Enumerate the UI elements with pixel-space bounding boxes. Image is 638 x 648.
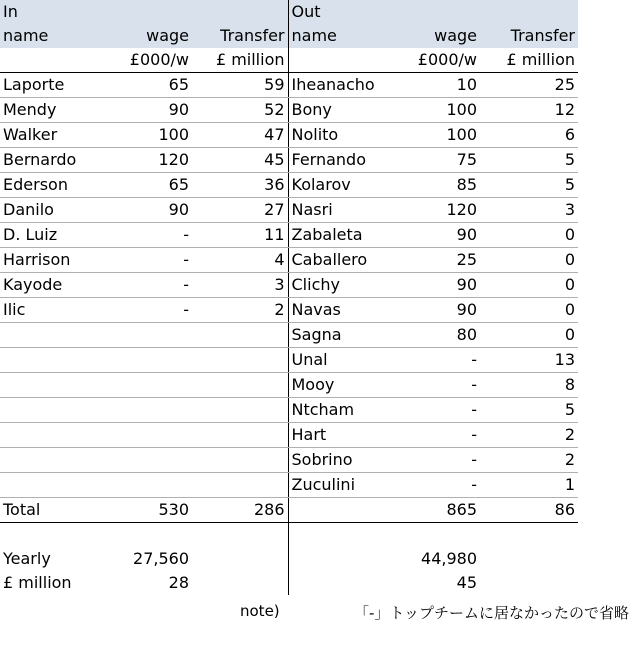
in-player-transfer: 47	[192, 123, 288, 148]
in-player-name: Harrison	[0, 248, 92, 273]
in-player-wage	[92, 473, 192, 498]
in-player-transfer	[192, 323, 288, 348]
in-player-name: Mendy	[0, 98, 92, 123]
out-player-wage: 100	[388, 123, 480, 148]
out-player-name: Zabaleta	[288, 223, 388, 248]
out-player-name: Caballero	[288, 248, 388, 273]
in-player-name: Laporte	[0, 73, 92, 98]
in-transfer-header: Transfer	[192, 24, 288, 48]
in-player-wage	[92, 448, 192, 473]
in-player-transfer	[192, 423, 288, 448]
player-row	[0, 198, 578, 223]
in-player-transfer: 4	[192, 248, 288, 273]
out-player-name: Kolarov	[288, 173, 388, 198]
player-row	[0, 423, 578, 448]
player-row	[0, 223, 578, 248]
in-player-wage: -	[92, 273, 192, 298]
in-player-wage: 65	[92, 173, 192, 198]
unit-row	[0, 48, 578, 73]
out-player-wage: -	[388, 398, 480, 423]
out-player-wage: -	[388, 373, 480, 398]
out-player-wage: 90	[388, 298, 480, 323]
out-player-wage: 120	[388, 198, 480, 223]
player-row	[0, 98, 578, 123]
out-player-transfer: 5	[480, 398, 578, 423]
out-player-transfer: 8	[480, 373, 578, 398]
total-out-wage: 865	[388, 498, 480, 523]
in-player-name	[0, 323, 92, 348]
in-player-transfer	[192, 373, 288, 398]
out-wage-unit: £000/w	[388, 48, 480, 73]
in-player-wage: -	[92, 248, 192, 273]
in-player-wage: 120	[92, 148, 192, 173]
out-wage-header: wage	[388, 24, 480, 48]
in-player-transfer: 45	[192, 148, 288, 173]
in-player-wage	[92, 423, 192, 448]
player-row	[0, 273, 578, 298]
player-row	[0, 73, 578, 98]
out-player-name: Navas	[288, 298, 388, 323]
in-player-transfer	[192, 473, 288, 498]
in-player-name	[0, 423, 92, 448]
out-player-transfer: 6	[480, 123, 578, 148]
header-row-1	[0, 0, 578, 24]
in-player-wage	[92, 323, 192, 348]
in-wage-unit: £000/w	[92, 48, 192, 73]
in-player-transfer: 3	[192, 273, 288, 298]
player-row	[0, 298, 578, 323]
million-row	[0, 571, 578, 595]
player-row	[0, 373, 578, 398]
out-player-name: Sobrino	[288, 448, 388, 473]
total-label: Total	[0, 498, 92, 523]
out-player-transfer: 0	[480, 223, 578, 248]
total-in-transfer: 286	[192, 498, 288, 523]
in-player-name	[0, 473, 92, 498]
in-wage-header: wage	[92, 24, 192, 48]
in-section-label: In	[0, 0, 92, 24]
in-player-name	[0, 373, 92, 398]
out-player-name: Bony	[288, 98, 388, 123]
in-player-name	[0, 398, 92, 423]
note-label: note)	[240, 602, 280, 620]
total-row	[0, 498, 578, 523]
out-player-transfer: 2	[480, 423, 578, 448]
out-player-transfer: 5	[480, 148, 578, 173]
out-player-wage: 90	[388, 273, 480, 298]
spacer-row	[0, 523, 578, 547]
player-row	[0, 323, 578, 348]
million-label: £ million	[3, 572, 72, 592]
out-transfer-header: Transfer	[480, 24, 578, 48]
out-player-name: Mooy	[288, 373, 388, 398]
out-player-transfer: 0	[480, 273, 578, 298]
in-player-wage	[92, 373, 192, 398]
player-row	[0, 173, 578, 198]
in-player-wage: 65	[92, 73, 192, 98]
out-player-name: Sagna	[288, 323, 388, 348]
in-player-transfer: 52	[192, 98, 288, 123]
out-transfer-unit: £ million	[480, 48, 578, 73]
out-player-transfer: 1	[480, 473, 578, 498]
in-player-wage	[92, 398, 192, 423]
yearly-label: Yearly	[3, 548, 51, 568]
out-player-transfer: 13	[480, 348, 578, 373]
out-player-wage: -	[388, 448, 480, 473]
note-text: 「-」トップチームに居なかったので省略	[354, 604, 629, 622]
in-player-transfer: 59	[192, 73, 288, 98]
out-player-name: Zuculini	[288, 473, 388, 498]
out-player-wage: 100	[388, 98, 480, 123]
out-player-wage: -	[388, 348, 480, 373]
out-player-name: Ntcham	[288, 398, 388, 423]
out-player-name: Nolito	[288, 123, 388, 148]
out-player-wage: 90	[388, 223, 480, 248]
out-player-name: Nasri	[288, 198, 388, 223]
in-player-name: Ederson	[0, 173, 92, 198]
out-player-wage: -	[388, 423, 480, 448]
in-player-name: Kayode	[0, 273, 92, 298]
in-player-name: Walker	[0, 123, 92, 148]
out-player-wage: 85	[388, 173, 480, 198]
out-player-name: Hart	[288, 423, 388, 448]
in-player-name: Bernardo	[0, 148, 92, 173]
out-player-wage: 10	[388, 73, 480, 98]
in-player-name	[0, 348, 92, 373]
in-player-name	[0, 448, 92, 473]
out-player-transfer: 0	[480, 248, 578, 273]
in-player-transfer: 2	[192, 298, 288, 323]
in-player-transfer	[192, 348, 288, 373]
player-row	[0, 348, 578, 373]
out-player-transfer: 0	[480, 298, 578, 323]
in-player-wage: 90	[92, 198, 192, 223]
yearly-in-value: 27,560	[133, 548, 189, 568]
header-row-2	[0, 24, 578, 48]
in-player-wage	[92, 348, 192, 373]
player-row	[0, 148, 578, 173]
in-player-transfer: 36	[192, 173, 288, 198]
out-player-transfer: 5	[480, 173, 578, 198]
player-row	[0, 473, 578, 498]
out-player-transfer: 2	[480, 448, 578, 473]
in-name-header: name	[0, 24, 92, 48]
in-player-wage: 100	[92, 123, 192, 148]
out-player-name: Unal	[288, 348, 388, 373]
in-player-transfer: 11	[192, 223, 288, 248]
in-player-wage: -	[92, 223, 192, 248]
in-player-transfer	[192, 398, 288, 423]
out-player-name: Clichy	[288, 273, 388, 298]
in-player-wage: 90	[92, 98, 192, 123]
out-player-wage: 80	[388, 323, 480, 348]
yearly-out-value: 44,980	[421, 548, 477, 568]
out-player-name: Iheanacho	[288, 73, 388, 98]
out-player-wage: 25	[388, 248, 480, 273]
out-player-transfer: 0	[480, 323, 578, 348]
yearly-row	[0, 547, 578, 571]
out-player-transfer: 12	[480, 98, 578, 123]
in-player-name: D. Luiz	[0, 223, 92, 248]
in-player-name: Ilic	[0, 298, 92, 323]
million-out-value: 45	[456, 572, 477, 592]
in-player-name: Danilo	[0, 198, 92, 223]
out-player-transfer: 3	[480, 198, 578, 223]
out-player-name: Fernando	[288, 148, 388, 173]
out-name-header: name	[288, 24, 388, 48]
out-player-wage: 75	[388, 148, 480, 173]
in-player-transfer: 27	[192, 198, 288, 223]
player-row	[0, 123, 578, 148]
total-in-wage: 530	[92, 498, 192, 523]
in-player-transfer	[192, 448, 288, 473]
in-player-wage: -	[92, 298, 192, 323]
out-section-label: Out	[288, 0, 388, 24]
player-row	[0, 248, 578, 273]
million-in-value: 28	[168, 572, 189, 592]
player-row	[0, 398, 578, 423]
in-transfer-unit: £ million	[192, 48, 288, 73]
total-out-transfer: 86	[480, 498, 578, 523]
out-player-wage: -	[388, 473, 480, 498]
out-player-transfer: 25	[480, 73, 578, 98]
player-row	[0, 448, 578, 473]
